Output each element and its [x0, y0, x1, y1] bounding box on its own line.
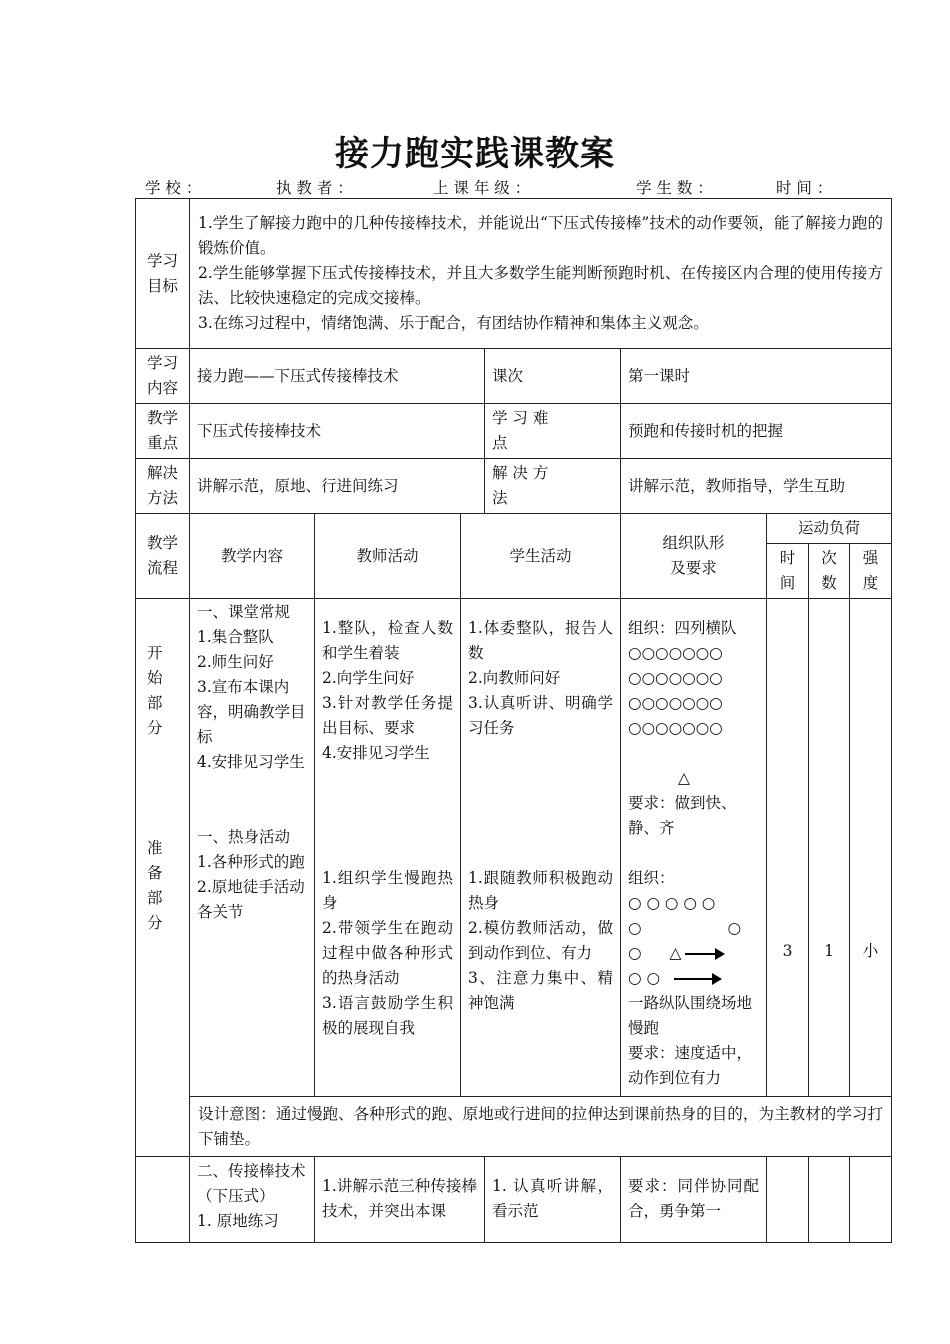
objectives-label: 学习 目标: [136, 199, 190, 349]
arrow-right-icon: [674, 978, 720, 980]
org2-label: 组织：: [628, 869, 675, 887]
time-field: 时 间 ：: [776, 179, 833, 197]
objective-item: 3.在练习过程中，情绪饱满、乐于配合，有团结协作精神和集体主义观念。: [198, 314, 709, 332]
objectives-row: [136, 199, 892, 349]
solution-label: 解 决 方 法: [485, 459, 621, 514]
warmup-student-cell: [461, 599, 621, 1097]
runner-pair: ○ ○: [628, 969, 660, 987]
org1-label: 组织：四列横队: [628, 619, 737, 637]
warmup-teacher-cell: [315, 599, 461, 1097]
arrow-right-icon: [685, 953, 723, 955]
content-row: [136, 349, 892, 404]
runner-icon: ○: [727, 919, 742, 937]
org2-description: 一路纵队围绕场地慢跑: [628, 994, 753, 1037]
track-row-1: ○ ○ ○ ○ ○: [628, 894, 716, 912]
formation-row: ○○○○○○○: [628, 694, 723, 712]
method-value: 讲解示范，原地、行进间练习: [190, 459, 485, 514]
count-header: 次 数: [809, 544, 850, 599]
runner-icon: ○: [628, 919, 642, 937]
load-intensity-value: 小: [850, 599, 892, 1097]
design-intent-row: [136, 1097, 892, 1157]
org-header: 组织队形 及要求: [621, 514, 767, 599]
lesson-value: 第一课时: [621, 349, 892, 404]
method-label: 解决 方法: [136, 459, 190, 514]
content-label: 学习 内容: [136, 349, 190, 404]
design-intent: 设计意图：通过慢跑、各种形式的跑、原地或行进间的拉伸达到课前热身的目的，为主教材的学习打下铺垫。: [190, 1097, 892, 1157]
teacher-field: 执 教 者 ：: [276, 179, 353, 197]
track-row-2: [628, 916, 759, 941]
content-header: 教学内容: [190, 514, 315, 599]
warmup-row: [136, 599, 892, 1097]
baton-row: [136, 1157, 892, 1243]
lesson-plan-table: [135, 198, 892, 1243]
routine-content: 一、课堂常规 1.集合整队 2.师生问好 3.宣布本课内容，明确教学目标 4.安排见习学生: [197, 603, 306, 771]
grade-field: 上 课 年 级 ：: [433, 179, 531, 197]
difficulty-label: 学 习 难 点: [485, 404, 621, 459]
student-activity-2: 1.跟随教师积极跑动热身 2.模仿教师活动，做到动作到位、有力 3、注意力集中、精神饱满: [468, 869, 613, 1012]
key-label: 教学 重点: [136, 404, 190, 459]
page-title: 接力跑实践课教案: [335, 134, 615, 174]
org2-requirement: 要求：速度适中，动作到位有力: [628, 1044, 753, 1087]
objectives-cell: [190, 199, 892, 349]
students-field: 学 生 数 ：: [636, 179, 713, 197]
formation-row: ○○○○○○○: [628, 719, 723, 737]
teacher-activity-2: 1.组织学生慢跑热身 2.带领学生在跑动过程中做各种形式的热身活动 3.语言鼓励学生积极的展现自我: [322, 869, 453, 1037]
baton-org: 要求：同伴协同配合，勇争第一: [621, 1157, 767, 1243]
teacher-header: 教师活动: [315, 514, 461, 599]
content-value: 接力跑——下压式传接棒技术: [190, 349, 485, 404]
baton-student: 1. 认真听讲解，看示范: [485, 1157, 621, 1243]
load-header: 运动负荷: [767, 514, 892, 544]
student-header: 学生活动: [461, 514, 621, 599]
baton-flow-cell: [136, 1157, 190, 1243]
header-row: [136, 514, 892, 544]
load-time-value: 3: [767, 599, 809, 1097]
key-row: [136, 404, 892, 459]
teacher-marker-icon: △: [669, 944, 682, 962]
student-activity-1: 1.体委整队，报告人数 2.向教师问好 3.认真听讲、明确学习任务: [468, 619, 613, 737]
prep-part-label: 准 备 部 分: [147, 839, 163, 932]
formation-row: ○○○○○○○: [628, 669, 723, 687]
flow-header: 教学 流程: [136, 514, 190, 599]
school-field: 学 校 ：: [145, 179, 202, 197]
runner-icon: ○: [628, 944, 642, 962]
formation-row: ○○○○○○○: [628, 644, 723, 662]
objective-item: 1.学生了解接力跑中的几种传接棒技术，并能说出“下压式传接棒”技术的动作要领，能了解接力跑的锻炼价值。: [198, 214, 883, 257]
intensity-header: 强 度: [850, 544, 892, 599]
baton-intensity: [850, 1157, 892, 1243]
org1-requirement: 要求：做到快、静、齐: [628, 794, 737, 837]
baton-count: [809, 1157, 850, 1243]
objective-item: 2.学生能够掌握下压式传接棒技术，并且大多数学生能判断预跑时机、在传接区内合理的使用传接方法、比较快速稳定的完成交接棒。: [198, 264, 883, 307]
difficulty-value: 预跑和传接时机的把握: [621, 404, 892, 459]
baton-teacher: 1.讲解示范三种传接棒技术，并突出本课: [315, 1157, 485, 1243]
key-value: 下压式传接棒技术: [190, 404, 485, 459]
method-row: [136, 459, 892, 514]
load-count-value: 1: [809, 599, 850, 1097]
lesson-label: 课次: [485, 349, 621, 404]
warmup-org-cell: [621, 599, 767, 1097]
teacher-activity-1: 1.整队，检查人数和学生着装 2.向学生问好 3.针对教学任务提出目标、要求 4.安排见习学生: [322, 619, 453, 762]
teacher-marker-icon: △: [678, 769, 690, 787]
baton-time: [767, 1157, 809, 1243]
flow-cell: [136, 599, 190, 1157]
start-part-label: 开 始 部 分: [147, 644, 163, 737]
solution-value: 讲解示范，教师指导，学生互助: [621, 459, 892, 514]
time-header: 时 间: [767, 544, 809, 599]
track-row-4: [628, 966, 759, 991]
track-row-3: [628, 941, 759, 966]
warmup-content: 一、热身活动 1.各种形式的跑 2.原地徒手活动各关节: [197, 828, 305, 921]
warmup-content-cell: [190, 599, 315, 1097]
baton-content: 二、传接棒技术（下压式） 1. 原地练习: [190, 1157, 315, 1243]
